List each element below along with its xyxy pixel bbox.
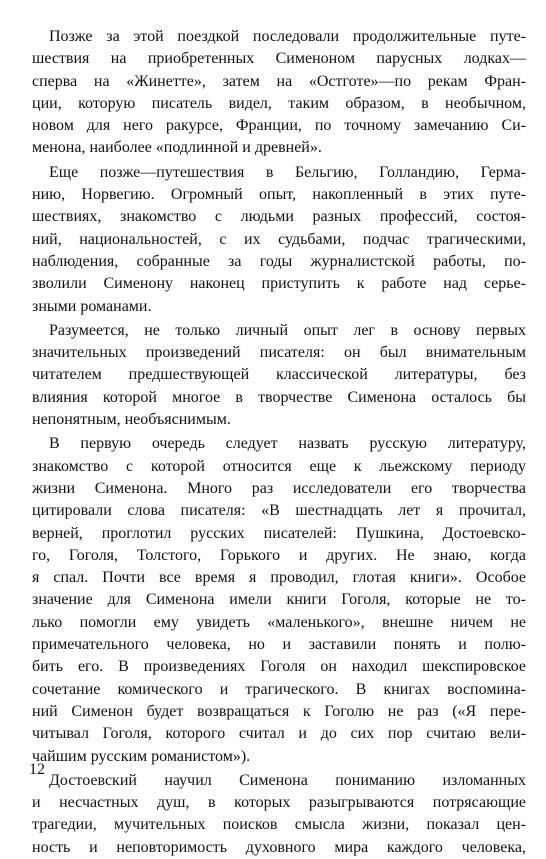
text-line: чайшим русским романистом»). — [32, 747, 251, 765]
text-line: я спал. Почти все время я проводил, глотая книги». Особое — [32, 569, 526, 587]
text-line: значительных произведений писателя: он был внимательным — [32, 344, 526, 362]
body-text — [32, 26, 526, 859]
text-line: ность и неповторимость духовного мира каждого человека, — [32, 838, 526, 856]
text-line: Достоевский научил Сименона пониманию изломанных — [49, 771, 526, 789]
text-line: Еще позже—путешествия в Бельгию, Голландию, Герма- — [49, 163, 526, 181]
text-line: новом для него ракурсе, Франции, по точному замечанию Си- — [32, 117, 526, 135]
paragraph-dostoevsky — [32, 770, 526, 859]
text-line: значение для Сименона имели книги Гоголя, которые не то- — [32, 591, 526, 609]
text-line: жизни Сименона. Много раз исследователи его творчества — [32, 479, 526, 497]
text-line: Позже за этой поездкой последовали продолжительные путе- — [49, 28, 526, 45]
text-line: сочетание комического и трагического. В книгах воспомина- — [32, 680, 526, 698]
text-line: шествиях, знакомство с людьми разных профессий, состоя- — [32, 208, 526, 226]
text-line: ний Сименон будет возвращаться к Гоголю не раз («Я пере- — [32, 702, 526, 720]
text-line: зными романами. — [32, 297, 152, 315]
text-line: верней, проглотил русских писателей: Пушкина, Достоевско- — [32, 524, 526, 542]
text-line: примечательного человека, но и заставили понять и полю- — [32, 636, 526, 654]
text-line: наблюдения, собранные за годы журналистской работы, по- — [32, 252, 526, 270]
text-line: ний, национальностей, с их судьбами, подчас трагическими, — [32, 230, 526, 248]
text-line: трагедии, мучительных поисков смысла жизни, показал цен- — [32, 816, 526, 834]
text-line: нию, Норвегию. Огромный опыт, накопленный в этих путе- — [32, 186, 526, 204]
paragraph-experience — [32, 162, 526, 318]
text-line: менона, наиболее «подлинной и древней». — [32, 139, 322, 157]
text-line: читывал Гоголя, которого считал и до сих пор считаю вели- — [32, 725, 526, 743]
text-line: Разумеется, не только личный опыт лег в основу первых — [49, 321, 526, 339]
text-line: ции, которую писатель видел, таким образом, в необычном, — [32, 94, 526, 112]
text-line: знакомство с которой относится еще к льежскому периоду — [32, 457, 526, 475]
text-line: шествия на приобретенных Сименоном парусных лодках— — [32, 50, 526, 68]
text-line: влияния которой многое в творчестве Сименона осталось бы — [32, 388, 526, 406]
paragraph-travels — [32, 26, 526, 160]
text-line: лько помогли ему увидеть «маленького», внешне ничем не — [32, 613, 526, 631]
text-line: цитировали слова писателя: «В шестнадцать лет я прочитал, — [32, 502, 526, 520]
text-line: го, Гоголя, Толстого, Горького и других. Не знаю, когда — [32, 546, 526, 564]
paragraph-russian-literature — [32, 433, 526, 767]
text-line: сперва на «Жинетте», затем на «Остготе»—по рекам Фран- — [32, 72, 526, 90]
text-line: и несчастных душ, в которых разыгрываются потрясающие — [32, 794, 526, 812]
paragraph-literature — [32, 320, 526, 431]
text-line: В первую очередь следует назвать русскую литературу, — [49, 435, 526, 453]
page-number: 12 — [29, 761, 45, 778]
text-line: бить его. В произведениях Гоголя он находил шекспировское — [32, 658, 526, 676]
text-line: читателем предшествующей классической литературы, без — [32, 366, 526, 384]
text-line: зволили Сименону наконец приступить к работе над серье- — [32, 275, 526, 293]
text-line: непонятным, необъяснимым. — [32, 411, 231, 429]
